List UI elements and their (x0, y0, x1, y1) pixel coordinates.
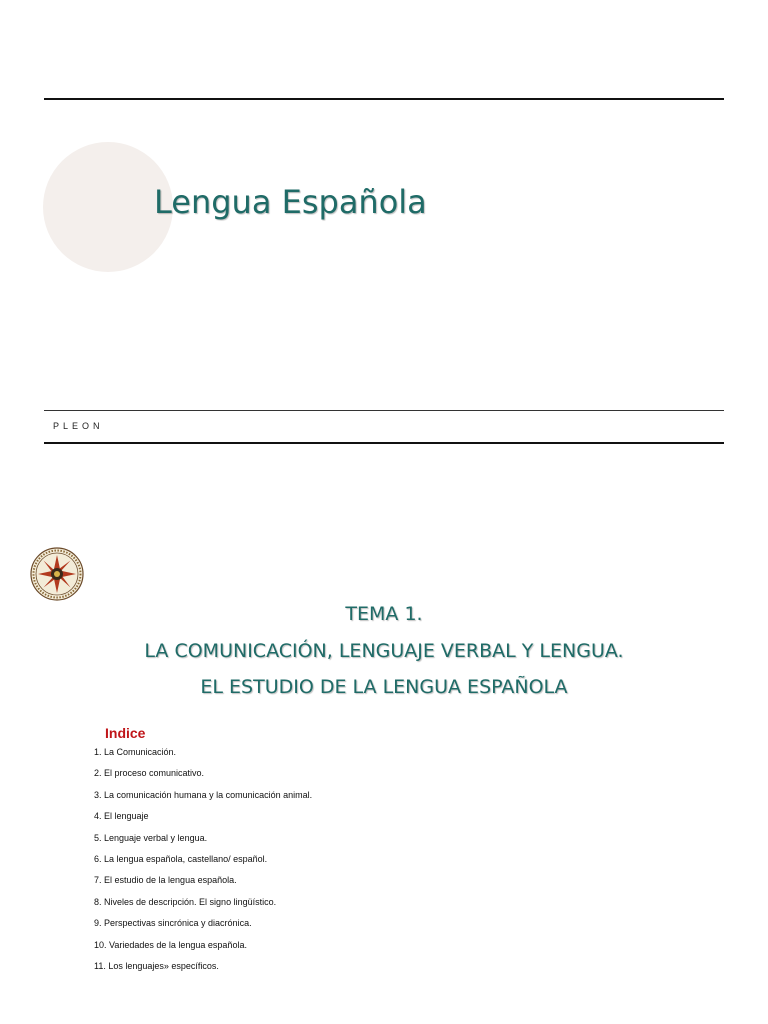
list-item: 4. El lenguaje (94, 811, 149, 822)
list-item: 8. Niveles de descripción. El signo lingüístico. (94, 896, 277, 907)
list-item: 7. El estudio de la lengua española. (94, 875, 237, 886)
list-item: 5. Lenguaje verbal y lengua. (94, 832, 208, 843)
heading-line-1: TEMA 1. (345, 603, 423, 625)
list-item: 6. La lengua española, castellano/ español. (94, 853, 268, 864)
university-seal-icon (30, 547, 84, 601)
slide-title: Lengua Española (154, 183, 427, 221)
footer-label: PLEON (53, 421, 104, 431)
index-title: Indice (105, 725, 146, 741)
list-item: 1. La Comunicación. (94, 747, 177, 757)
list-item: 2. El proceso comunicativo. (94, 768, 205, 779)
heading-line-3: EL ESTUDIO DE LA LENGUA ESPAÑOLA (200, 676, 568, 698)
heading-line-2: LA COMUNICACIÓN, LENGUAJE VERBAL Y LENGUA. (144, 640, 624, 662)
list-item: 9. Perspectivas sincrónica y diacrónica. (94, 918, 252, 929)
list-item: 10. Variedades de la lengua española. (94, 939, 247, 950)
list-item: 3. La comunicación humana y la comunicación animal. (94, 789, 313, 800)
list-item: 11. Los lenguajes» específicos. (94, 960, 219, 971)
middle-rule (44, 410, 724, 411)
index-list (94, 747, 312, 982)
bottom-rule (44, 442, 724, 444)
top-rule (44, 98, 724, 100)
index-slide (0, 545, 768, 1024)
